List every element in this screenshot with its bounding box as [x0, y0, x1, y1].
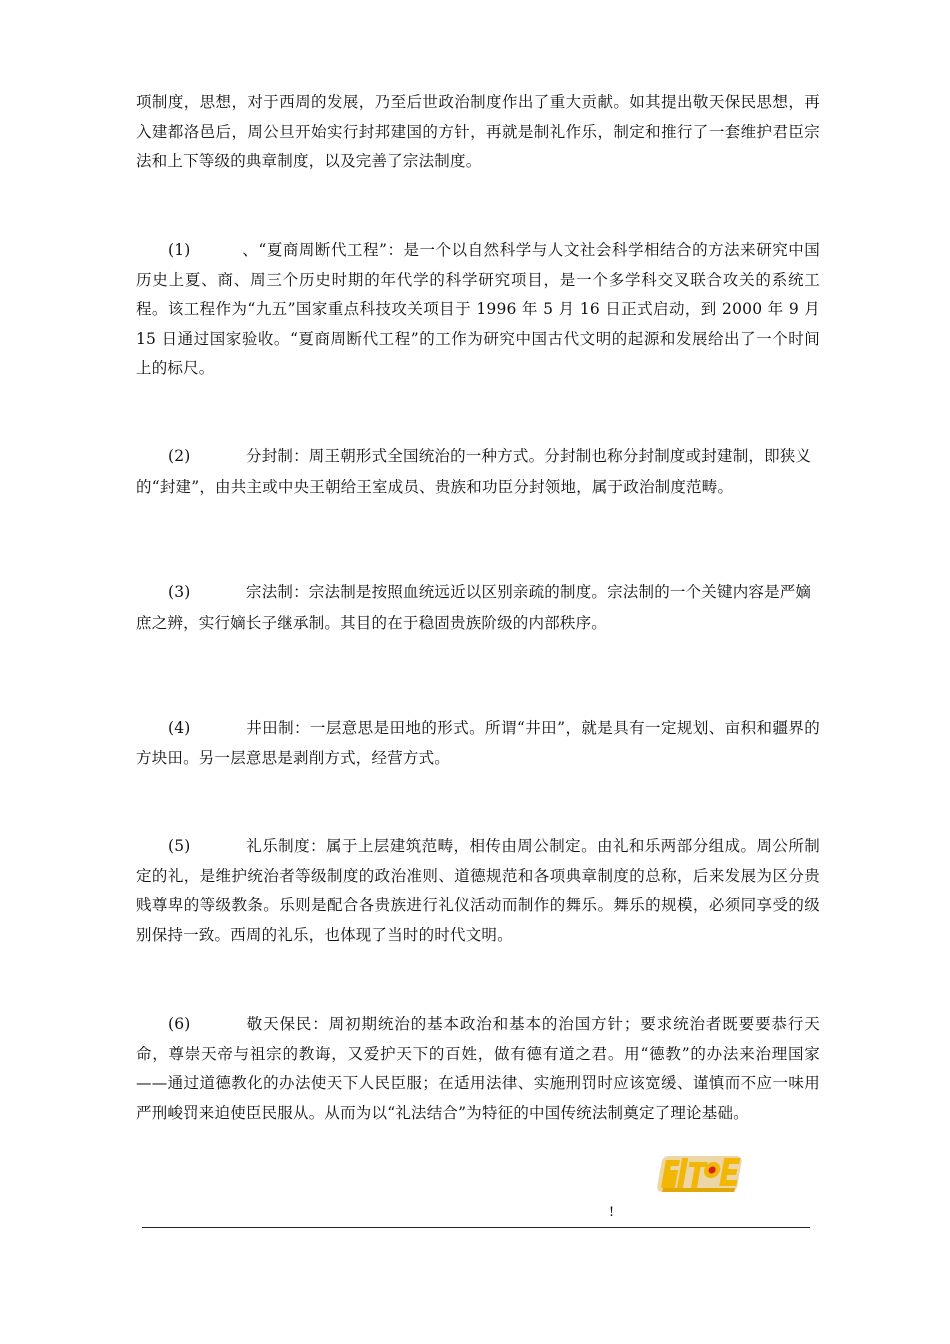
- note-4-paragraph: [136, 714, 820, 773]
- brand-logo-icon: [656, 1148, 748, 1200]
- note-6-number: (6): [168, 1015, 191, 1033]
- footer-mark: !: [609, 1204, 614, 1220]
- note-3-paragraph: [136, 578, 820, 638]
- note-5-text: 礼乐制度：属于上层建筑范畴，相传由周公制定。由礼和乐两部分组成。周公所制定的礼，是维护统治者等级制度的政治准则、道德规范和各项典章制度的总称，后来发展为区分贵贱尊卑的等级教条。乐则是配合各贵族进行礼仪活动而制作的舞乐。舞乐的规模，必须同享受的级别保持一致。西周的礼乐，也体现了当时的时代文明。: [136, 837, 820, 944]
- note-6-text: 敬天保民：周初期统治的基本政治和基本的治国方针；要求统治者既要要恭行天命，尊崇天帝与祖宗的教诲，又爱护天下的百姓，做有德有道之君。用“德教”的办法来治理国家——通过道德教化的办法使天下人民臣服；在适用法律、实施刑罚时应该宽缓、谨慎而不应一味用严刑峻罚来迫使臣民服从。从而为以“礼法结合”为特征的中国传统法制奠定了理论基础。: [136, 1015, 820, 1122]
- note-6-paragraph: [136, 1010, 820, 1128]
- note-5-paragraph: [136, 832, 820, 950]
- note-1-number: (1): [168, 241, 191, 259]
- note-2-line1: 分封制：周王朝形式全国统治的一种方式。分封制也称分封制度或封建制，即狭义: [246, 447, 812, 465]
- note-1-paragraph: [136, 236, 820, 384]
- note-2-paragraph: [136, 442, 820, 502]
- note-2-number: (2): [168, 447, 191, 465]
- note-3-line2: 庶之辨，实行嫡长子继承制。其目的在于稳固贵族阶级的内部秩序。: [136, 613, 608, 632]
- note-2-first-line: [136, 442, 820, 472]
- note-1-text: 、“夏商周断代工程”：是一个以自然科学与人文社会科学相结合的方法来研究中国历史上夏、商、周三个历史时期的年代学的科学研究项目，是一个多学科交叉联合攻关的系统工程。该工程作为“九五”国家重点科技攻关项目于 1996 年 5 月 16 日正式启动，到 2000 年 9 月 15 日通过国家验收。“夏商周断代工程”的工作为研究中国古代文明的起源和发展给出了一个时间上的标尺。: [136, 241, 820, 377]
- note-5-number: (5): [168, 837, 191, 855]
- footer-rule: [142, 1227, 810, 1228]
- note-3-line1: 宗法制：宗法制是按照血统远近以区别亲疏的制度。宗法制的一个关键内容是严嫡: [246, 583, 812, 601]
- intro-paragraph: [136, 88, 820, 177]
- note-4-number: (4): [168, 719, 191, 737]
- note-3-number: (3): [168, 583, 191, 601]
- note-4-text: 井田制：一层意思是田地的形式。所谓“井田”，就是具有一定规划、亩积和疆界的方块田。另一层意思是剥削方式，经营方式。: [136, 719, 820, 767]
- note-3-first-line: [136, 578, 820, 608]
- intro-text: 项制度，思想，对于西周的发展，乃至后世政治制度作出了重大贡献。如其提出敬天保民思想，再入建都洛邑后，周公旦开始实行封邦建国的方针，再就是制礼作乐，制定和推行了一套维护君臣宗法和上下等级的典章制度，以及完善了宗法制度。: [136, 93, 820, 170]
- note-2-line2: 的“封建”，由共主或中央王朝给王室成员、贵族和功臣分封领地，属于政治制度范畴。: [136, 477, 734, 496]
